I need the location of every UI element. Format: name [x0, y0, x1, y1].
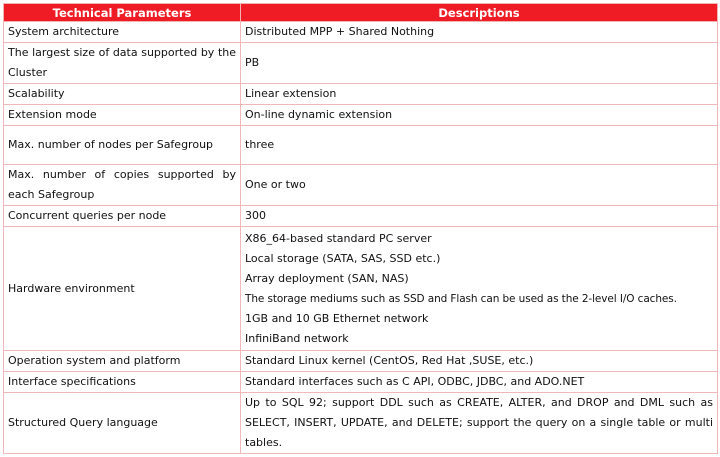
- desc-line: 1GB and 10 GB Ethernet network: [245, 311, 429, 325]
- table-row: [4, 84, 718, 105]
- desc-line: Array deployment (SAN, NAS): [245, 271, 409, 285]
- param-cell: Hardware environment: [4, 227, 241, 351]
- desc-cell: Standard interfaces such as C API, ODBC, JDBC, and ADO.NET: [241, 372, 718, 393]
- param-cell: Structured Query language: [4, 393, 241, 454]
- table-row: [4, 227, 718, 351]
- table-row: [4, 351, 718, 372]
- table-row: [4, 393, 718, 454]
- param-cell: Operation system and platform: [4, 351, 241, 372]
- table-row: [4, 126, 718, 165]
- desc-line: X86_64-based standard PC server: [245, 231, 432, 245]
- desc-cell: One or two: [241, 165, 718, 206]
- table-row: [4, 22, 718, 43]
- header-descriptions: Descriptions: [241, 4, 718, 22]
- desc-cell: PB: [241, 43, 718, 84]
- param-cell: Interface specifications: [4, 372, 241, 393]
- table-row: [4, 165, 718, 206]
- desc-cell: three: [241, 126, 718, 165]
- table-row: [4, 105, 718, 126]
- param-cell: Scalability: [4, 84, 241, 105]
- param-cell: Concurrent queries per node: [4, 206, 241, 227]
- param-cell: System architecture: [4, 22, 241, 43]
- desc-cell: Up to SQL 92; support DDL such as CREATE, ALTER, and DROP and DML such as SELECT, INSERT, UPDATE, and DELETE; support the query on a single table or multi tables.: [241, 393, 718, 454]
- technical-parameters-table: [3, 3, 718, 454]
- param-cell: Max. number of nodes per Safegroup: [4, 126, 241, 165]
- desc-line: InfiniBand network: [245, 331, 349, 345]
- table-row: [4, 372, 718, 393]
- desc-cell: Distributed MPP + Shared Nothing: [241, 22, 718, 43]
- desc-cell: Standard Linux kernel (CentOS, Red Hat ,SUSE, etc.): [241, 351, 718, 372]
- param-cell: The largest size of data supported by the Cluster: [4, 43, 241, 84]
- header-technical-parameters: Technical Parameters: [4, 4, 241, 22]
- table-header-row: [4, 4, 718, 22]
- desc-line: The storage mediums such as SSD and Flash can be used as the 2-level I/O caches.: [245, 292, 677, 305]
- desc-cell: 300: [241, 206, 718, 227]
- desc-cell-multiline: [241, 227, 718, 351]
- desc-line: Local storage (SATA, SAS, SSD etc.): [245, 251, 441, 265]
- table-row: [4, 206, 718, 227]
- desc-cell: On-line dynamic extension: [241, 105, 718, 126]
- desc-cell: Linear extension: [241, 84, 718, 105]
- table-row: [4, 43, 718, 84]
- param-cell: Max. number of copies supported by each Safegroup: [4, 165, 241, 206]
- param-cell: Extension mode: [4, 105, 241, 126]
